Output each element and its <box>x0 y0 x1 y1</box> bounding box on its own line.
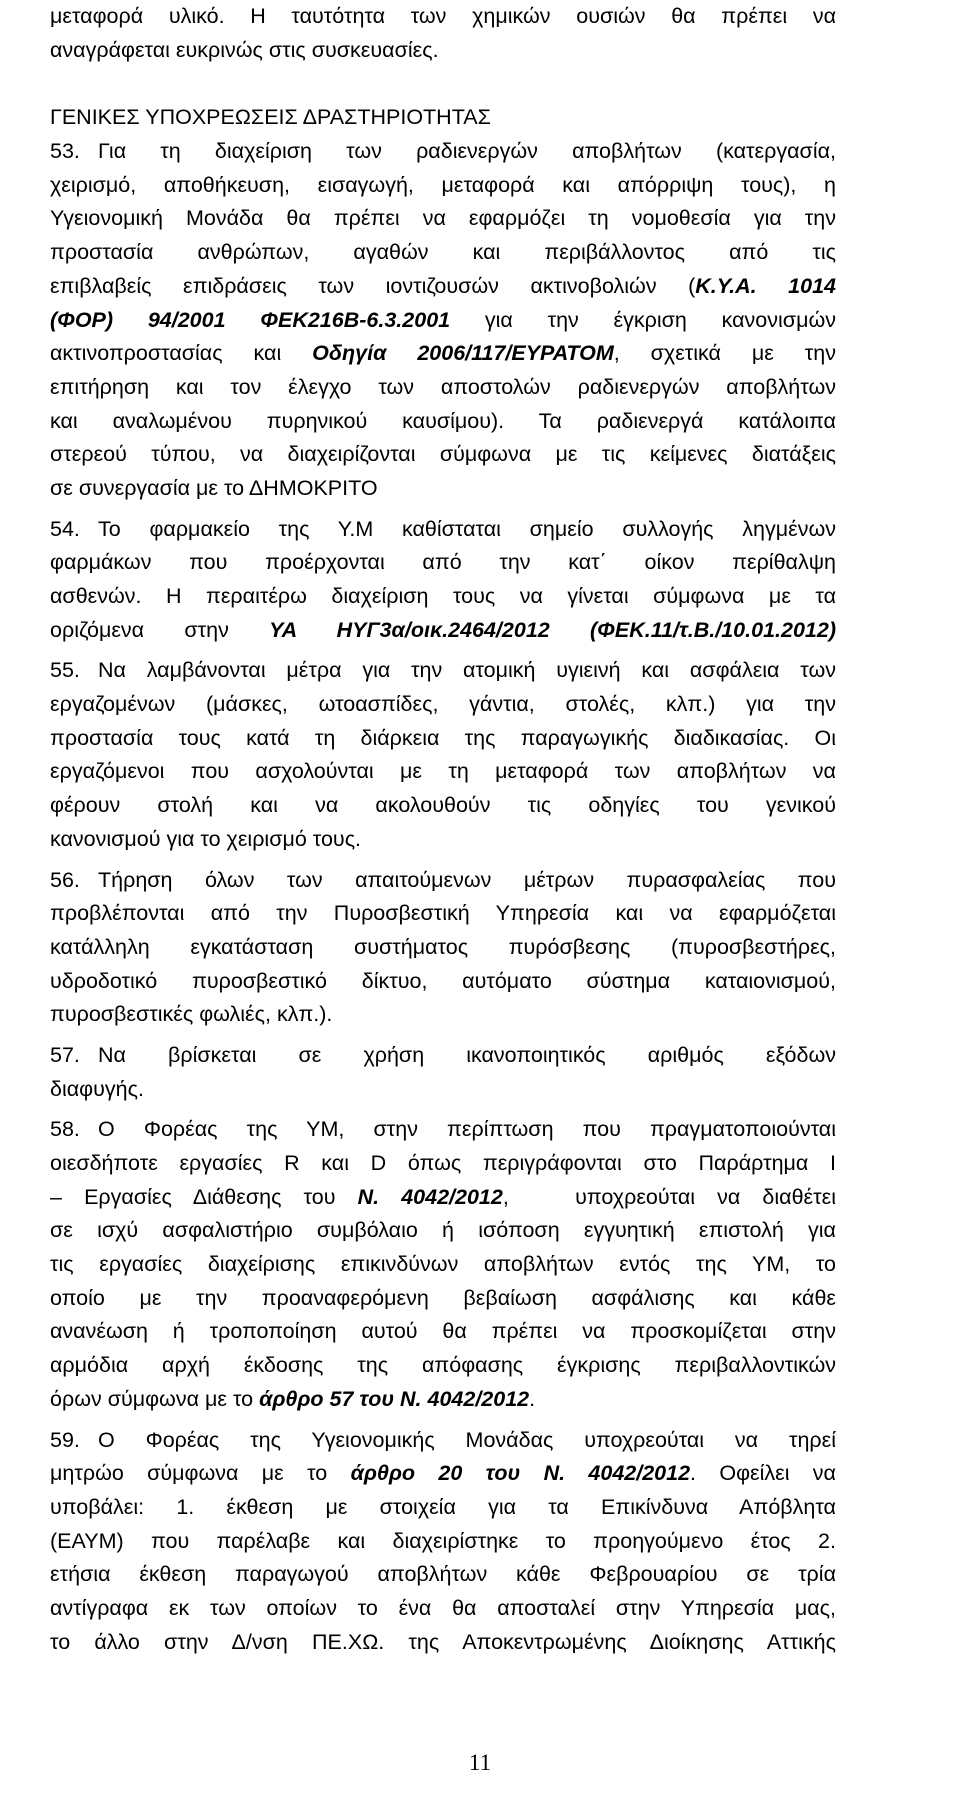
text-span: . Οφείλει να <box>690 1461 836 1486</box>
text-line: ανανέωση ή τροποποίηση αυτού θα πρέπει να προσκομίζεται στην <box>50 1319 836 1344</box>
text-line: σε ισχύ ασφαλιστήριο συμβόλαιο ή ισόποση εγγυητική επιστολή για <box>50 1218 836 1243</box>
text-span: οριζόμενα στην <box>50 617 270 642</box>
text-span: όρων σύμφωνα με το <box>50 1386 260 1411</box>
law-reference: άρθρο 20 του Ν. 4042/2012 <box>350 1461 691 1486</box>
text-line: πυροσβεστικές φωλιές, κλπ.). <box>50 1002 333 1027</box>
text-span: Το φαρμακείο της Υ.Μ καθίσταται σημείο συλλογής ληγμένων <box>98 516 836 541</box>
text-line: προβλέπονται από την Πυροσβεστική Υπηρεσία και να εφαρμόζεται <box>50 901 836 926</box>
text-line: οιεσδήποτε εργασίες R και D όπως περιγράφονται στο Παράρτημα Ι <box>50 1151 836 1175</box>
paragraph-number: 57. <box>50 1042 80 1067</box>
text-line: χειρισμό, αποθήκευση, εισαγωγή, μεταφορά και απόρριψη τους), η <box>50 172 836 197</box>
text-line: υποβάλει: 1. έκθεση με στοιχεία για τα Επικίνδυνα Απόβλητα <box>50 1494 836 1519</box>
law-reference: Κ.Υ.Α. 1014 <box>695 273 836 298</box>
text-line: στερεού τύπου, να διαχειρίζονται σύμφωνα με τις κείμενες διατάξεις <box>50 442 836 467</box>
text-line: εργαζόμενοι που ασχολούνται με τη μεταφορά των αποβλήτων να <box>50 759 836 784</box>
text-line: ετήσια έκθεση παραγωγού αποβλήτων κάθε Φεβρουαρίου σε τρία <box>50 1562 836 1587</box>
law-reference: άρθρο 57 του Ν. 4042/2012 <box>259 1386 530 1411</box>
text-line: τις εργασίες διαχείρισης επικινδύνων αποβλήτων εντός της ΥΜ, το <box>50 1252 836 1277</box>
text-span: , σχετικά με την <box>613 341 836 366</box>
section-heading: ΓΕΝΙΚΕΣ ΥΠΟΧΡΕΩΣΕΙΣ ΔΡΑΣΤΗΡΙΟΤΗΤΑΣ <box>50 105 491 130</box>
text-span: Να λαμβάνονται μέτρα για την ατομική υγιεινή και ασφάλεια των <box>98 658 836 683</box>
text-line: σε συνεργασία με το ΔΗΜΟΚΡΙΤΟ <box>50 475 378 500</box>
text-line: οποίο με την προαναφερόμενη βεβαίωση ασφάλισης και κάθε <box>50 1285 836 1310</box>
text-line: αρμόδια αρχή έκδοσης της απόφασης έγκρισης περιβαλλοντικών <box>50 1353 836 1378</box>
text-span: επιβλαβείς επιδράσεις των ιοντιζουσών ακτινοβολιών ( <box>50 273 696 298</box>
text-span: . <box>529 1386 536 1411</box>
text-span: Να βρίσκεται σε χρήση ικανοποιητικός αριθμός εξόδων <box>98 1042 836 1067</box>
text-span: Ο Φορέας της Υγειονομικής Μονάδας υποχρεούται να τηρεί <box>98 1427 836 1452</box>
law-reference: (ΦΟΡ) 94/2001 ΦΕΚ216Β-6.3.2001 <box>50 307 451 332</box>
text-line: κατάλληλη εγκατάσταση συστήματος πυρόσβεσης (πυροσβεστήρες, <box>50 934 836 959</box>
paragraph-54 <box>50 513 836 648</box>
paragraph-number: 54. <box>50 516 80 541</box>
paragraph-53 <box>50 135 836 506</box>
paragraph-number: 55. <box>50 658 80 683</box>
paragraph-56 <box>50 864 836 1032</box>
text-span: – Εργασίες Διάθεσης του <box>50 1184 358 1209</box>
paragraph-55 <box>50 654 836 856</box>
text-span: μητρώο σύμφωνα με το <box>50 1461 351 1486</box>
text-span: Τήρηση όλων των απαιτούμενων μέτρων πυρασφαλείας που <box>98 867 836 892</box>
paragraph-number: 58. <box>50 1117 80 1142</box>
law-reference: Ν. 4042/2012 <box>357 1184 503 1209</box>
law-reference: ΥΑ ΗΥΓ3α/οικ.2464/2012 (ΦΕΚ.11/τ.Β./10.01.2012) <box>269 617 836 642</box>
paragraph-57 <box>50 1039 836 1106</box>
paragraph-number: 56. <box>50 867 80 892</box>
text-line: και αναλωμένου πυρηνικού καυσίμου). Τα ραδιενεργά κατάλοιπα <box>50 408 836 433</box>
page-number: 11 <box>468 1750 492 1775</box>
text-line: προστασία ανθρώπων, αγαθών και περιβάλλοντος από τις <box>50 240 836 265</box>
text-line: αντίγραφα εκ των οποίων το ένα θα αποσταλεί στην Υπηρεσία μας, <box>50 1595 836 1620</box>
law-reference: Οδηγία 2006/117/ΕΥΡΑΤΟΜ <box>312 341 614 366</box>
text-line: διαφυγής. <box>50 1076 144 1101</box>
text-line: (ΕΑΥΜ) που παρέλαβε και διαχειρίστηκε το προηγούμενο έτος 2. <box>50 1528 836 1553</box>
text-line: επιτήρηση και τον έλεγχο των αποστολών ραδιενεργών αποβλήτων <box>50 374 836 399</box>
text-line: Υγειονομική Μονάδα θα πρέπει να εφαρμόζει τη νομοθεσία για την <box>50 206 836 231</box>
text-line: αναγράφεται ευκρινώς στις συσκευασίες. <box>50 37 439 62</box>
text-line: υδροδοτικό πυροσβεστικό δίκτυο, αυτόματο σύστημα καταιονισμού, <box>50 968 836 993</box>
text-span: για την έγκριση κανονισμών <box>450 307 836 332</box>
text-line: μεταφορά υλικό. Η ταυτότητα των χημικών ουσιών θα πρέπει να <box>50 4 836 28</box>
paragraph-58 <box>50 1113 836 1416</box>
paragraph-number: 59. <box>50 1427 80 1452</box>
text-span: Για τη διαχείριση των ραδιενεργών αποβλήτων (κατεργασία, <box>98 139 836 164</box>
paragraph-number: 53. <box>50 139 80 164</box>
text-span: Ο Φορέας της ΥΜ, στην περίπτωση που πραγματοποιούνται <box>98 1117 836 1142</box>
paragraph-59 <box>50 1424 836 1660</box>
text-line: εργαζομένων (μάσκες, ωτοασπίδες, γάντια, στολές, κλπ.) για την <box>50 692 836 717</box>
text-line: ασθενών. Η περαιτέρω διαχείριση τους να γίνεται σύμφωνα με τα <box>50 584 836 608</box>
text-line: το άλλο στην Δ/νση ΠΕ.ΧΩ. της Αποκεντρωμένης Διοίκησης Αττικής <box>50 1629 836 1654</box>
document-page <box>50 0 836 1659</box>
text-line: προστασία τους κατά τη διάρκεια της παραγωγικής διαδικασίας. Οι <box>50 725 836 750</box>
text-span: ακτινοπροστασίας και <box>50 341 313 366</box>
text-span: , υποχρεούται να διαθέτει <box>502 1184 836 1209</box>
text-line: φέρουν στολή και να ακολουθούν τις οδηγίες του γενικού <box>50 793 836 818</box>
text-line: φαρμάκων που προέρχονται από την κατ΄ οίκον περίθαλψη <box>50 550 836 575</box>
text-line: κανονισμού για το χειρισμό τους. <box>50 826 362 851</box>
